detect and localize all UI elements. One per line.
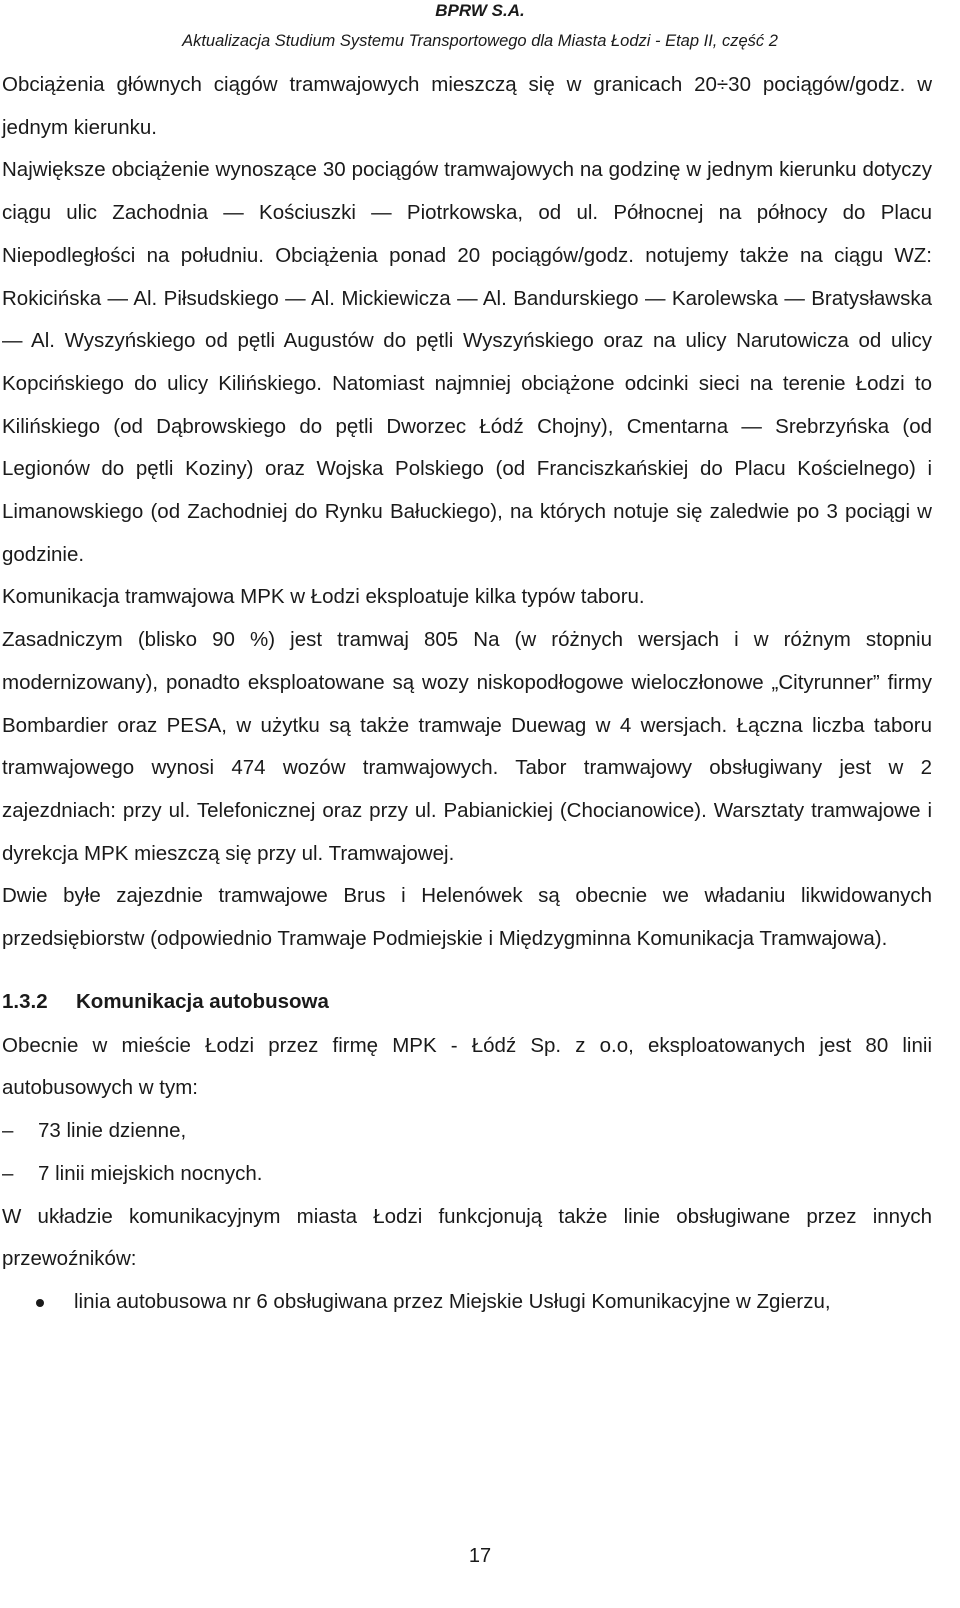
paragraph-depots: Dwie byłe zajezdnie tramwajowe Brus i Helenówek są obecnie we władaniu likwidowanych przedsiębiorstw (odpowiednio Tramwaje Podmiejskie i Międzygminna Komunikacja Tramwajowa). bbox=[2, 884, 932, 951]
section-title: Komunikacja autobusowa bbox=[76, 989, 329, 1013]
dash-marker: – bbox=[2, 1161, 14, 1185]
header-subtitle: Aktualizacja Studium Systemu Transportowego dla Miasta Łodzi - Etap II, część 2 bbox=[182, 32, 778, 50]
list-item-text: 7 linii miejskich nocnych. bbox=[38, 1161, 263, 1185]
paragraph-tram-load: Obciążenia głównych ciągów tramwajowych mieszczą się w granicach 20÷30 pociągów/godz. w jednym kierunku. bbox=[2, 73, 932, 139]
list-item bbox=[2, 1153, 932, 1196]
paragraph-other-carriers: W układzie komunikacyjnym miasta Łodzi funkcjonują także linie obsługiwane przez innych przewoźników: bbox=[2, 1204, 932, 1271]
paragraph-fleet-intro: Komunikacja tramwajowa MPK w Łodzi eksploatuje kilka typów taboru. bbox=[2, 585, 645, 609]
dash-marker: – bbox=[2, 1119, 14, 1143]
paragraph-max-load: Największe obciążenie wynoszące 30 pociągów tramwajowych na godzinę w jednym kierunku dotyczy ciągu ulic Zachodnia — Kościuszki — Piotrkowska, od ul. Północnej na północy do Placu Niepodległości na południu. Obciążenia ponad 20 pociągów/godz. notujemy także na ciągu WZ: Rokicińska — Al. Piłsudskiego — Al. Mickiewicza — Al. Bandurskiego — Karolewska — Bratysławska — Al. Wyszyńskiego od pętli Augustów do pętli Wyszyńskiego oraz na ulicy Narutowicza od ulicy Kopcińskiego do ulicy Kilińskiego. Natomiast najmniej obciążone odcinki sieci na terenie Łodzi to Kilińskiego (od Dąbrowskiego do pętli Dworzec Łódź Chojny), Cmentarna — Srebrzyńska (od Legionów do pętli Koziny) oraz Wojska Polskiego (od Franciszkańskiej do Placu Kościelnego) i Limanowskiego (od Zachodniej do Rynku Bałuckiego), na których notuje się zaledwie po 3 pociągi w godzinie. bbox=[2, 158, 932, 566]
bullet-icon bbox=[36, 1299, 44, 1307]
list-item-text: 73 linie dzienne, bbox=[38, 1119, 187, 1143]
document-body bbox=[2, 64, 932, 1324]
list-item bbox=[2, 1281, 932, 1324]
header-company: BPRW S.A. bbox=[435, 1, 525, 20]
page-number: 17 bbox=[468, 1545, 492, 1567]
list-item-text: linia autobusowa nr 6 obsługiwana przez Miejskie Usługi Komunikacyjne w Zgierzu, bbox=[74, 1289, 831, 1313]
paragraph-bus-lines: Obecnie w mieście Łodzi przez firmę MPK - Łódź Sp. z o.o, eksploatowanych jest 80 linii autobusowych w tym: bbox=[2, 1033, 932, 1100]
paragraph-fleet: Zasadniczym (blisko 90 %) jest tramwaj 805 Na (w różnych wersjach i w różnym stopniu modernizowany), ponadto eksploatowane są wozy niskopodłogowe wieloczłonowe „Cityrunner” firmy Bombardier oraz PESA, w użytku są także tramwaje Duewag w 4 wersjach. Łączna liczba taboru tramwajowego wynosi 474 wozów tramwajowych. Tabor tramwajowy obsługiwany jest w 2 zajezdniach: przy ul. Telefonicznej oraz przy ul. Pabianickiej (Chocianowice). Warsztaty tramwajowe i dyrekcja MPK mieszczą się przy ul. Tramwajowej. bbox=[2, 628, 932, 865]
section-heading bbox=[2, 981, 932, 1023]
section-number: 1.3.2 bbox=[2, 989, 48, 1013]
list-item bbox=[2, 1110, 932, 1153]
